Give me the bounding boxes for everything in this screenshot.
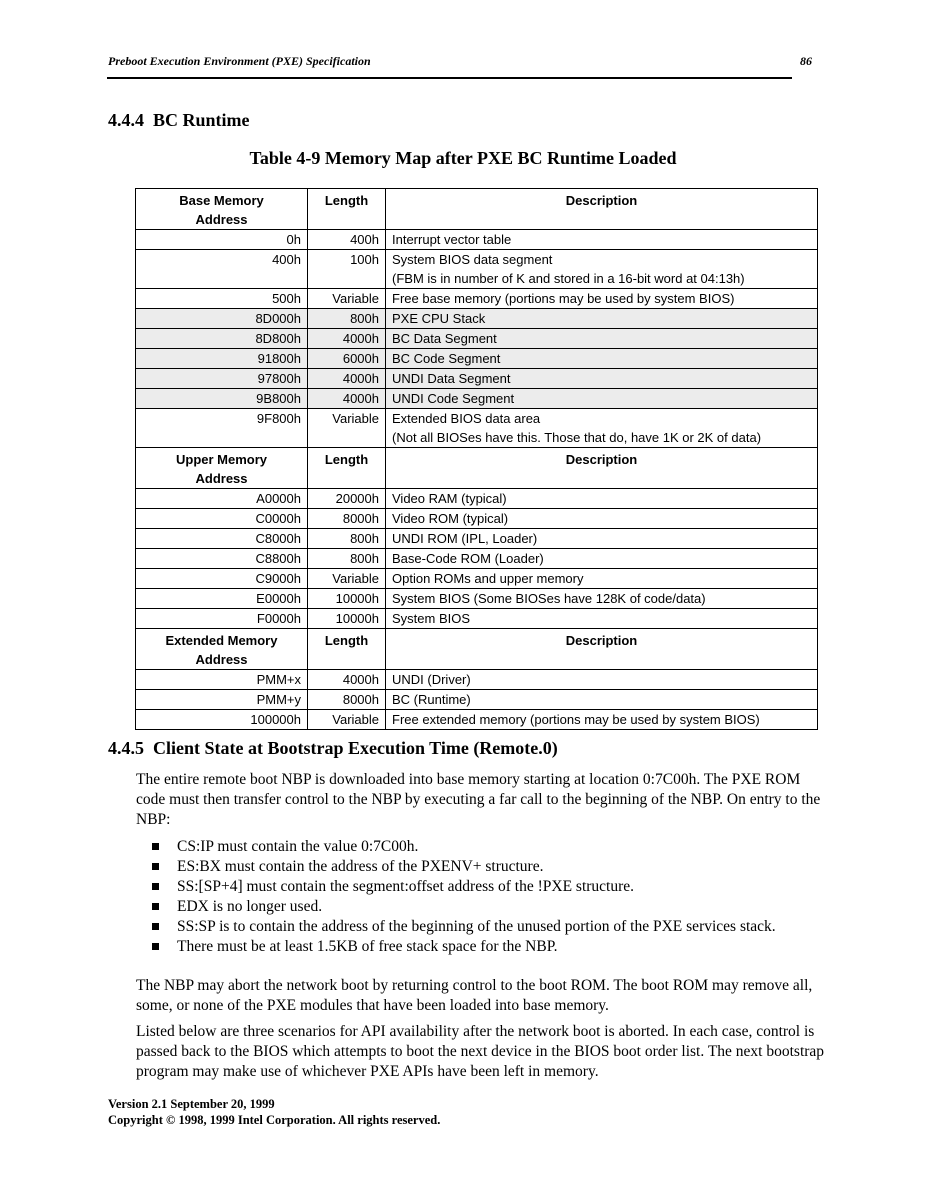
table-row — [136, 569, 818, 589]
length-cell: 20000h — [308, 489, 386, 509]
table-row — [136, 389, 818, 409]
description-line: Extended BIOS data area — [392, 411, 541, 426]
length-cell: 4000h — [308, 389, 386, 409]
length-cell: 100h — [308, 250, 386, 289]
description-cell — [386, 589, 818, 609]
list-item-text: There must be at least 1.5KB of free stack space for the NBP. — [177, 938, 558, 955]
length-cell: 4000h — [308, 670, 386, 690]
description-cell — [386, 509, 818, 529]
description-line: BC Code Segment — [392, 351, 501, 366]
table-row — [136, 250, 818, 289]
description-cell — [386, 549, 818, 569]
description-line: System BIOS data segment — [392, 252, 553, 267]
list-item — [150, 857, 810, 877]
list-item — [150, 837, 810, 857]
bullet-square-icon — [152, 903, 159, 910]
column-header-description: Description — [386, 189, 818, 230]
table-header-row — [136, 629, 818, 670]
section-title: BC Runtime — [153, 110, 250, 130]
table-caption: Table 4-9 Memory Map after PXE BC Runtime Loaded — [249, 148, 677, 168]
description-cell — [386, 349, 818, 369]
description-cell — [386, 309, 818, 329]
description-cell — [386, 409, 818, 448]
address-cell: 500h — [136, 289, 308, 309]
table-row — [136, 369, 818, 389]
bullet-square-icon — [152, 923, 159, 930]
table-row — [136, 549, 818, 569]
description-line: UNDI Code Segment — [392, 391, 515, 406]
description-cell — [386, 690, 818, 710]
list-item-text: SS:SP is to contain the address of the beginning of the unused portion of the PXE services stack. — [177, 918, 776, 935]
column-header-address: Extended Memory Address — [136, 629, 308, 670]
table-row — [136, 710, 818, 730]
column-header-length: Length — [308, 448, 386, 489]
address-cell: 8D800h — [136, 329, 308, 349]
bullet-square-icon — [152, 863, 159, 870]
column-header-address: Upper Memory Address — [136, 448, 308, 489]
table-row — [136, 409, 818, 448]
description-line: BC Data Segment — [392, 331, 497, 346]
scenarios-paragraph: Listed below are three scenarios for API availability after the network boot is aborted. In each case, control is passed back to the BIOS which attempts to boot the next device in the BIOS boot order list. The next bootstrap program may make use of whichever PXE APIs have been left in memory. — [136, 1023, 825, 1080]
section-title: Client State at Bootstrap Execution Time (Remote.0) — [153, 738, 558, 758]
column-header-description: Description — [386, 629, 818, 670]
length-cell: 800h — [308, 549, 386, 569]
column-header-length: Length — [308, 189, 386, 230]
section-heading-bc-runtime — [108, 110, 250, 131]
length-cell: 10000h — [308, 589, 386, 609]
page-number: 86 — [800, 54, 812, 68]
address-cell: F0000h — [136, 609, 308, 629]
list-item-text: CS:IP must contain the value 0:7C00h. — [177, 838, 419, 855]
column-header-address: Base Memory Address — [136, 189, 308, 230]
description-cell — [386, 230, 818, 250]
description-cell — [386, 609, 818, 629]
length-cell: Variable — [308, 569, 386, 589]
address-cell: 8D000h — [136, 309, 308, 329]
entry-conditions-list — [150, 837, 810, 957]
footer-version: Version 2.1 September 20, 1999 — [108, 1097, 275, 1111]
footer-copyright: Copyright © 1998, 1999 Intel Corporation. All rights reserved. — [108, 1113, 441, 1127]
intro-paragraph: The entire remote boot NBP is downloaded into base memory starting at location 0:7C00h. The PXE ROM code must then transfer control to the NBP by executing a far call to the beginning of the NBP. On entry to the NBP: — [136, 771, 821, 828]
list-item — [150, 937, 810, 957]
list-item-text: EDX is no longer used. — [177, 898, 323, 915]
table-row — [136, 329, 818, 349]
bullet-square-icon — [152, 883, 159, 890]
address-cell: C0000h — [136, 509, 308, 529]
length-cell: 6000h — [308, 349, 386, 369]
header-rule — [107, 77, 792, 79]
table-row — [136, 309, 818, 329]
address-cell: PMM+x — [136, 670, 308, 690]
description-line: System BIOS — [392, 611, 471, 626]
description-line: Video RAM (typical) — [392, 491, 507, 506]
address-cell: 9F800h — [136, 409, 308, 448]
length-cell: 8000h — [308, 690, 386, 710]
section-number: 4.4.4 — [108, 110, 144, 130]
length-cell: 4000h — [308, 329, 386, 349]
description-line: UNDI (Driver) — [392, 672, 471, 687]
description-cell — [386, 329, 818, 349]
table-row — [136, 589, 818, 609]
length-cell: 400h — [308, 230, 386, 250]
description-cell — [386, 670, 818, 690]
section-number: 4.4.5 — [108, 738, 144, 758]
length-cell: 800h — [308, 529, 386, 549]
table-row — [136, 670, 818, 690]
length-cell: 8000h — [308, 509, 386, 529]
address-cell: PMM+y — [136, 690, 308, 710]
list-item-text: ES:BX must contain the address of the PXENV+ structure. — [177, 858, 544, 875]
address-cell: 100000h — [136, 710, 308, 730]
address-cell: 400h — [136, 250, 308, 289]
address-cell: A0000h — [136, 489, 308, 509]
table-row — [136, 489, 818, 509]
description-line: Free extended memory (portions may be used by system BIOS) — [392, 712, 760, 727]
description-cell — [386, 369, 818, 389]
bullet-square-icon — [152, 843, 159, 850]
list-item — [150, 917, 810, 937]
description-line: BC (Runtime) — [392, 692, 471, 707]
description-line: System BIOS (Some BIOSes have 128K of code/data) — [392, 591, 706, 606]
section-heading-client-state — [108, 738, 558, 759]
address-cell: 97800h — [136, 369, 308, 389]
description-line: PXE CPU Stack — [392, 311, 486, 326]
length-cell: Variable — [308, 409, 386, 448]
column-header-length: Length — [308, 629, 386, 670]
table-header-row — [136, 448, 818, 489]
table-row — [136, 509, 818, 529]
description-cell — [386, 489, 818, 509]
length-cell: 4000h — [308, 369, 386, 389]
table-row — [136, 289, 818, 309]
length-cell: Variable — [308, 289, 386, 309]
table-row — [136, 529, 818, 549]
address-cell: 0h — [136, 230, 308, 250]
description-line: (FBM is in number of K and stored in a 16-bit word at 04:13h) — [392, 271, 745, 286]
description-cell — [386, 289, 818, 309]
table-row — [136, 609, 818, 629]
description-line: Base-Code ROM (Loader) — [392, 551, 544, 566]
description-cell — [386, 389, 818, 409]
column-header-description: Description — [386, 448, 818, 489]
address-cell: 91800h — [136, 349, 308, 369]
length-cell: 800h — [308, 309, 386, 329]
table-header-row — [136, 189, 818, 230]
length-cell: 10000h — [308, 609, 386, 629]
description-cell — [386, 529, 818, 549]
description-line: Option ROMs and upper memory — [392, 571, 584, 586]
bullet-square-icon — [152, 943, 159, 950]
description-line: Video ROM (typical) — [392, 511, 509, 526]
description-cell — [386, 250, 818, 289]
memory-map-table — [135, 188, 818, 730]
description-cell — [386, 569, 818, 589]
table-row — [136, 349, 818, 369]
running-header-title: Preboot Execution Environment (PXE) Specification — [108, 54, 371, 68]
address-cell: C8000h — [136, 529, 308, 549]
list-item-text: SS:[SP+4] must contain the segment:offset address of the !PXE structure. — [177, 878, 635, 895]
description-line: Free base memory (portions may be used by system BIOS) — [392, 291, 735, 306]
description-line: UNDI ROM (IPL, Loader) — [392, 531, 538, 546]
description-line: (Not all BIOSes have this. Those that do, have 1K or 2K of data) — [392, 430, 762, 445]
address-cell: E0000h — [136, 589, 308, 609]
address-cell: C9000h — [136, 569, 308, 589]
length-cell: Variable — [308, 710, 386, 730]
list-item — [150, 877, 810, 897]
abort-paragraph: The NBP may abort the network boot by returning control to the boot ROM. The boot ROM may remove all, some, or none of the PXE modules that have been loaded into base memory. — [136, 977, 813, 1014]
list-item — [150, 897, 810, 917]
table-row — [136, 230, 818, 250]
description-line: Interrupt vector table — [392, 232, 512, 247]
address-cell: 9B800h — [136, 389, 308, 409]
description-cell — [386, 710, 818, 730]
description-line: UNDI Data Segment — [392, 371, 511, 386]
address-cell: C8800h — [136, 549, 308, 569]
table-row — [136, 690, 818, 710]
